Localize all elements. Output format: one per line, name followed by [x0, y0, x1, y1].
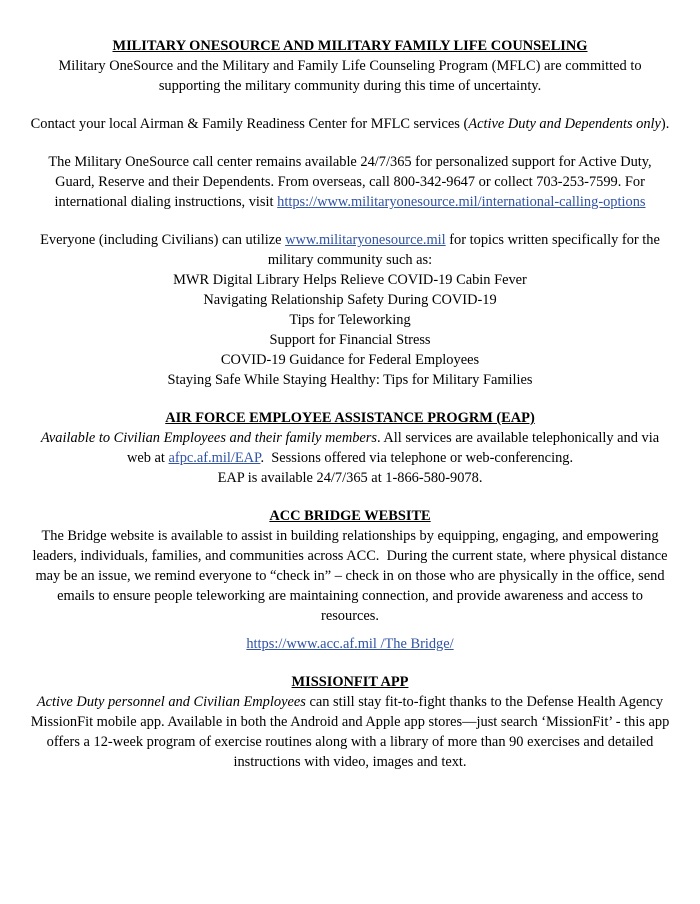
topic-item: Staying Safe While Staying Healthy: Tips for Military Families — [167, 372, 533, 388]
spacer — [30, 96, 670, 114]
topic-item: Tips for Teleworking — [289, 312, 411, 328]
missionfit-paragraph — [30, 692, 670, 772]
contact-suffix: ). — [660, 116, 670, 132]
topic-item: COVID-19 Guidance for Federal Employees — [220, 352, 480, 368]
eap-paragraph — [30, 428, 670, 468]
intro-paragraph: Military OneSource and the Military and Family Life Counseling Program (MFLC) are committed to supporting the military community during this time of uncertainty. — [58, 58, 642, 94]
eap-availability-line: EAP is available 24/7/365 at 1-866-580-9078. — [217, 470, 483, 486]
contact-paragraph — [30, 114, 670, 134]
bridge-link-line — [30, 634, 670, 654]
missionfit-italic-lead: Active Duty personnel and Civilian Employees — [36, 694, 306, 710]
eap-mid-text: . All services are available telephonically and via web at — [126, 430, 660, 466]
spacer — [30, 390, 670, 408]
topic-item: MWR Digital Library Helps Relieve COVID-19 Cabin Fever — [173, 272, 527, 288]
contact-text: Contact your local Airman & Family Readiness Center for MFLC services ( — [30, 116, 469, 132]
doc-title: MILITARY ONESOURCE AND MILITARY FAMILY LIFE COUNSELING — [112, 38, 588, 54]
eap-link[interactable]: afpc.af.mil/EAP — [168, 450, 261, 466]
spacer — [30, 654, 670, 672]
spacer — [30, 626, 670, 634]
militaryonesource-link[interactable]: www.militaryonesource.mil — [285, 232, 446, 248]
topics-list — [30, 270, 670, 390]
missionfit-body-text: can still stay fit-to-fight thanks to the Defense Health Agency MissionFit mobile app. Available in both the Android and Apple app stores—just search ‘MissionFit’ - this app offers a 12-week program of exercise routines along with a library of more than 90 exercises and detailed instructions with video, images and text. — [30, 694, 670, 770]
spacer — [30, 212, 670, 230]
eap-section-heading: AIR FORCE EMPLOYEE ASSISTANCE PROGRM (EAP) — [165, 410, 535, 426]
topic-item: Navigating Relationship Safety During COVID-19 — [203, 292, 497, 308]
everyone-prefix: Everyone (including Civilians) can utilize — [40, 232, 282, 248]
topic-item: Support for Financial Stress — [269, 332, 431, 348]
contact-italic-note: Active Duty and Dependents only — [468, 116, 661, 132]
international-calling-options-link[interactable]: https://www.militaryonesource.mil/international-calling-options — [277, 194, 646, 210]
missionfit-section-heading: MISSIONFIT APP — [291, 674, 409, 690]
call-center-text: The Military OneSource call center remains available 24/7/365 for personalized support for Active Duty, Guard, Reserve and their Dependents. From overseas, call 800-342-9647 or collect 703-253-7599. For international dialing instructions, visit — [48, 154, 652, 210]
eap-italic-lead: Available to Civilian Employees and their family members — [40, 430, 377, 446]
acc-bridge-link[interactable]: https://www.acc.af.mil /The Bridge/ — [246, 636, 454, 652]
bridge-paragraph: The Bridge website is available to assist in building relationships by equipping, engaging, and empowering leaders, individuals, families, and communities across ACC. During the current state, where physical distance may be an issue, we remind everyone to “check in” – check in on those who are physically in the office, send emails to ensure people teleworking are maintaining connection, and provide awareness and access to resources. — [32, 528, 668, 624]
everyone-paragraph — [30, 230, 670, 270]
everyone-suffix: for topics written specifically for the military community such as: — [267, 232, 660, 268]
eap-suffix-text: . Sessions offered via telephone or web-conferencing. — [260, 450, 574, 466]
spacer — [30, 134, 670, 152]
call-center-paragraph — [30, 152, 670, 212]
bridge-section-heading: ACC BRIDGE WEBSITE — [269, 508, 431, 524]
spacer — [30, 488, 670, 506]
